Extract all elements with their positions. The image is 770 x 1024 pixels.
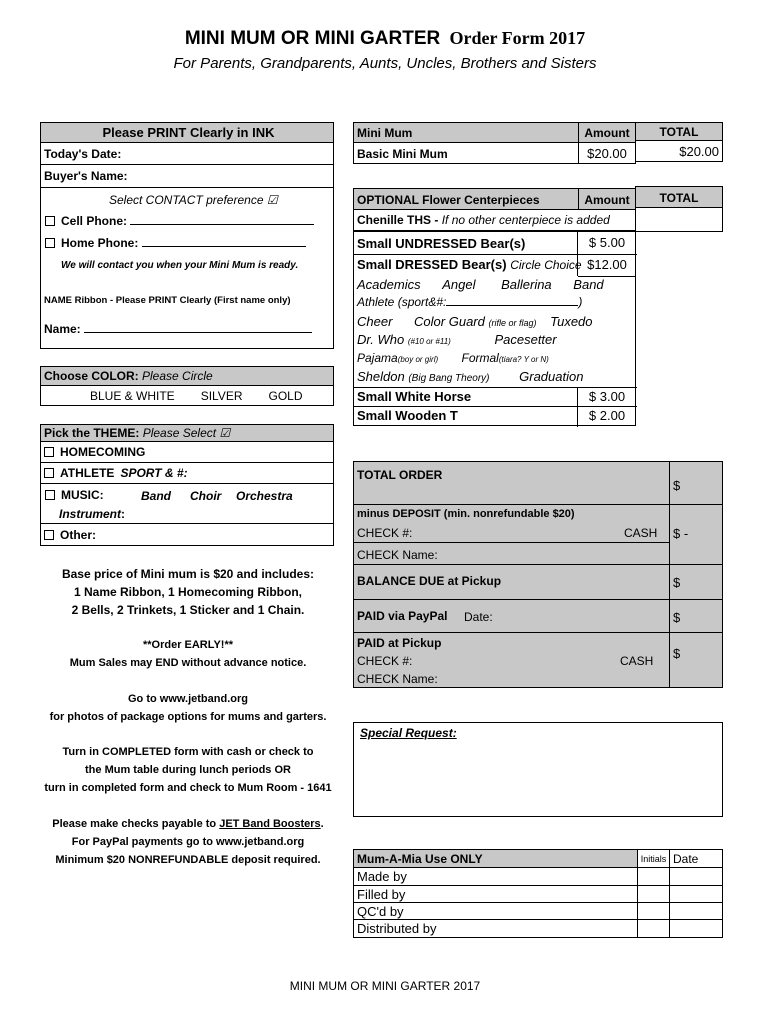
order-summary — [353, 461, 723, 688]
filled-by-row[interactable]: Filled by — [357, 887, 406, 902]
basic-mini-mum-total: $20.00 — [635, 140, 723, 162]
bear-choices-row-3: Cheer Color Guard (rifle or flag) Tuxedo — [357, 314, 593, 329]
made-by-row[interactable]: Made by — [357, 869, 407, 884]
deposit-check-num[interactable]: CHECK #: — [357, 526, 413, 540]
choice-formal[interactable]: Formal — [461, 351, 499, 365]
page-title: MINI MUM OR MINI GARTER Order Form 2017 — [184, 28, 586, 49]
centerpieces-amount-header: Amount — [578, 188, 636, 210]
total-order-label: TOTAL ORDER — [357, 468, 443, 482]
footer: MINI MUM OR MINI GARTER 2017 — [289, 979, 481, 993]
color-heading: Choose COLOR: Please Circle — [40, 366, 334, 386]
website-note: Go to www.jetband.org for photos of package options for mums and garters. — [20, 690, 356, 726]
todays-date-field[interactable]: Today's Date: — [40, 143, 334, 165]
paid-pickup-label: PAID at Pickup — [357, 636, 442, 650]
buyers-name-field[interactable]: Buyer's Name: — [44, 169, 128, 183]
cell-phone-option[interactable]: Cell Phone: — [45, 214, 314, 228]
instrument-label[interactable]: Instrument: — [59, 507, 126, 521]
distributed-by-row[interactable]: Distributed by — [357, 921, 437, 936]
pickup-check-num[interactable]: CHECK #: — [357, 654, 413, 668]
choice-cheer[interactable]: Cheer — [357, 314, 393, 329]
paid-pickup-value[interactable]: $ — [673, 646, 681, 661]
choice-ballerina[interactable]: Ballerina — [501, 277, 552, 292]
order-early-note: **Order EARLY!** Mum Sales may END without advance notice. — [69, 639, 307, 669]
office-use-heading: Mum-A-Mia Use ONLY — [357, 852, 483, 866]
white-horse-item[interactable]: Small White Horse — [357, 389, 472, 404]
undressed-bear-item[interactable]: Small UNDRESSED Bear(s) — [357, 236, 526, 251]
athlete-checkbox[interactable] — [44, 468, 54, 478]
qcd-by-row[interactable]: QC'd by — [357, 904, 404, 919]
name-ribbon-label: NAME Ribbon - Please PRINT Clearly (First name only) — [44, 295, 291, 306]
color-blue-white[interactable]: BLUE & WHITE — [90, 388, 175, 403]
total-header: TOTAL — [635, 122, 723, 141]
wooden-t-item[interactable]: Small Wooden T — [357, 408, 458, 423]
choice-band[interactable]: Band — [573, 277, 604, 292]
color-silver[interactable]: SILVER — [200, 388, 243, 403]
pickup-cash[interactable]: CASH — [620, 654, 654, 668]
cell-phone-checkbox[interactable] — [45, 216, 55, 226]
color-options — [40, 386, 334, 406]
music-orchestra[interactable]: Orchestra — [236, 489, 293, 503]
home-phone-option[interactable]: Home Phone: — [45, 236, 306, 250]
home-phone-checkbox[interactable] — [45, 238, 55, 248]
centerpieces-header: OPTIONAL Flower Centerpieces — [353, 188, 579, 210]
base-price-info: Base price of Mini mum is $20 and includes: 1 Name Ribbon, 1 Homecoming Ribbon, 2 Bells, 2 Trinkets, 1 Sticker and 1 Chain. — [61, 567, 315, 617]
other-checkbox[interactable] — [44, 530, 54, 540]
choice-pajama[interactable]: Pajama(boy or girl) Formal(tiara? Y or N) — [357, 351, 549, 365]
deposit-label: minus DEPOSIT (min. nonrefundable $20) — [357, 508, 575, 520]
chenille-row[interactable]: Chenille THS - If no other centerpiece is added — [353, 209, 636, 231]
choice-angel[interactable]: Angel — [442, 277, 476, 292]
mini-mum-header: Mini Mum — [353, 122, 579, 143]
deposit-cash[interactable]: CASH — [624, 526, 658, 540]
choice-pacesetter[interactable]: Pacesetter — [494, 332, 557, 347]
contact-section — [40, 165, 334, 349]
theme-other-option[interactable]: Other: — [40, 524, 334, 546]
theme-heading: Pick the THEME: Please Select ☑ — [40, 424, 334, 442]
theme-athlete-option[interactable]: ATHLETE SPORT & #: — [40, 463, 334, 484]
name-field[interactable]: Name: — [44, 322, 312, 336]
choice-sheldon[interactable]: Sheldon (Big Bang Theory) Graduation — [357, 369, 584, 384]
contact-note: We will contact you when your Mini Mum is ready. — [61, 260, 299, 271]
special-request-box[interactable] — [353, 722, 723, 817]
centerpiece-options — [353, 231, 636, 426]
basic-mini-mum-amount: $20.00 — [578, 142, 636, 164]
choice-drwho[interactable]: Dr. Who (#10 or #11) Pacesetter — [357, 332, 557, 347]
initials-header: Initials — [640, 854, 667, 864]
date-header: Date — [673, 852, 699, 866]
white-horse-price: $ 3.00 — [588, 389, 626, 404]
special-request-label: Special Request: — [360, 726, 457, 740]
total-order-value[interactable]: $ — [673, 478, 681, 493]
wooden-t-price: $ 2.00 — [588, 408, 626, 423]
jetband-link[interactable]: Go to www.jetband.org — [128, 693, 248, 705]
music-band[interactable]: Band — [141, 489, 171, 503]
deposit-value: $ - — [673, 526, 689, 541]
dressed-bear-item[interactable]: Small DRESSED Bear(s) Circle Choice — [357, 257, 582, 272]
paid-paypal-label: PAID via PayPal — [357, 609, 448, 623]
basic-mini-mum-item: Basic Mini Mum — [353, 142, 579, 164]
centerpieces-total-header: TOTAL — [635, 186, 723, 208]
paypal-date[interactable]: Date: — [464, 610, 493, 624]
centerpieces-total-column — [635, 207, 723, 232]
theme-homecoming-option[interactable]: HOMECOMING — [40, 442, 334, 463]
deposit-check-name[interactable]: CHECK Name: — [357, 548, 438, 562]
turn-in-note: Turn in COMPLETED form with cash or check to the Mum table during lunch periods OR turn in completed form and check to Mum Room - 1641 — [44, 746, 332, 794]
theme-music-option[interactable]: MUSIC: Band Choir Orchestra Instrument: — [40, 484, 334, 524]
homecoming-checkbox[interactable] — [44, 447, 54, 457]
balance-due-label: BALANCE DUE at Pickup — [357, 574, 502, 588]
page-subtitle: For Parents, Grandparents, Aunts, Uncles, Brothers and Sisters — [173, 55, 597, 72]
print-heading: Please PRINT Clearly in INK — [40, 122, 334, 143]
music-checkbox[interactable] — [45, 490, 55, 500]
balance-due-value[interactable]: $ — [673, 575, 681, 590]
contact-preference-label: Select CONTACT preference ☑ — [109, 193, 278, 207]
dressed-bear-price: $12.00 — [587, 257, 627, 272]
paid-paypal-value[interactable]: $ — [673, 610, 681, 625]
undressed-bear-price: $ 5.00 — [588, 235, 626, 250]
choice-tuxedo[interactable]: Tuxedo — [550, 314, 593, 329]
choice-graduation[interactable]: Graduation — [519, 369, 584, 384]
bear-choices-row-1 — [357, 277, 604, 292]
color-gold[interactable]: GOLD — [268, 388, 303, 403]
payment-note: Please make checks payable to JET Band Boosters. For PayPal payments go to www.jetband.org Minimum $20 NONREFUNDABLE deposit required. — [52, 818, 324, 866]
amount-header: Amount — [578, 122, 636, 143]
choice-color-guard[interactable]: Color Guard — [414, 314, 485, 329]
choice-athlete[interactable]: Athlete (sport&#: ) — [357, 295, 583, 309]
office-use-table — [353, 849, 723, 938]
music-choir[interactable]: Choir — [190, 489, 222, 503]
pickup-check-name[interactable]: CHECK Name: — [357, 672, 438, 686]
choice-academics[interactable]: Academics — [357, 277, 421, 292]
